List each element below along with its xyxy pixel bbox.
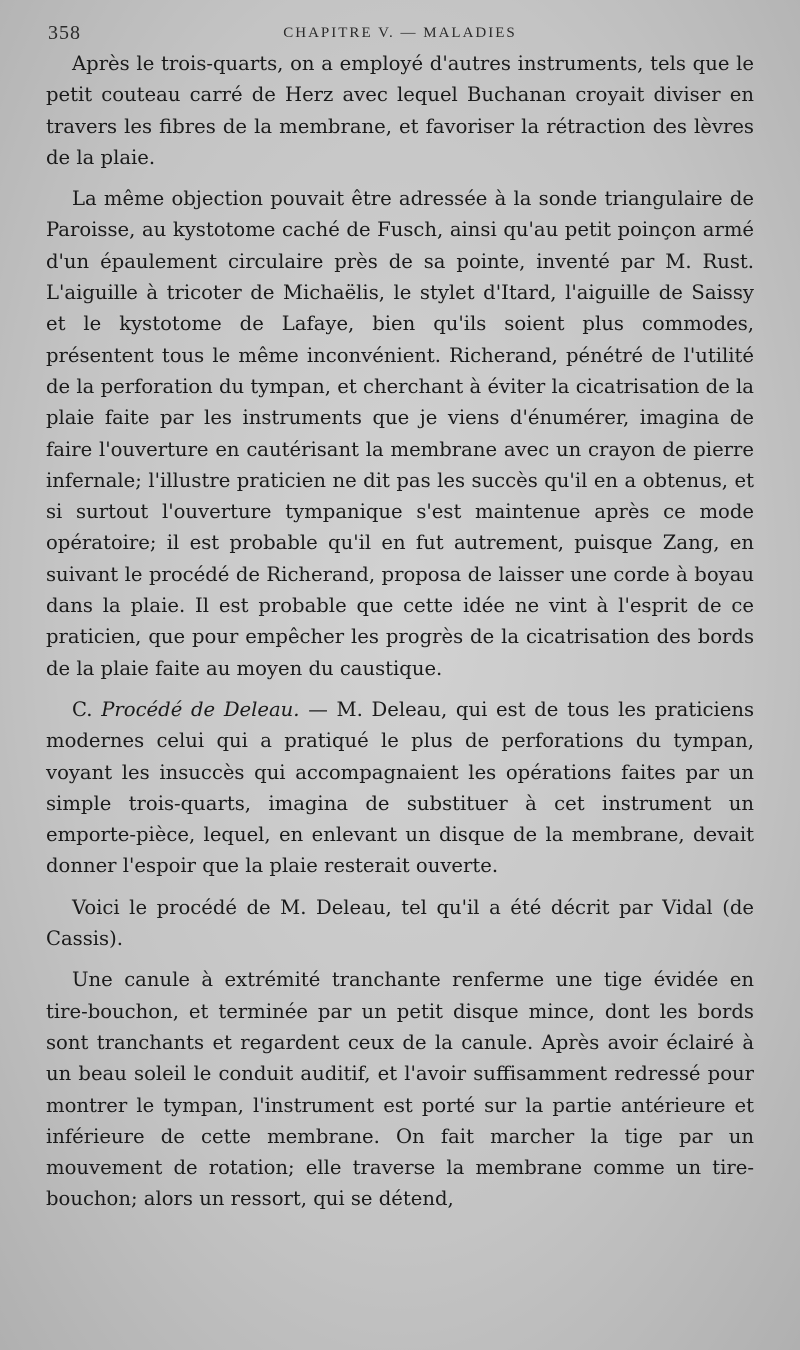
page-number: 358 xyxy=(48,22,81,44)
running-title: CHAPITRE V. — MALADIES xyxy=(283,25,517,41)
paragraph-vidal-description: Voici le procédé de M. Deleau, tel qu'il a été décrit par Vidal (de Cassis). xyxy=(46,895,754,951)
page-body xyxy=(46,48,754,1215)
section-letter: C. xyxy=(72,697,102,721)
paragraph-objection: La même objection pouvait être adressée à la sonde triangulaire de Paroisse, au kystotome caché de Fusch, ainsi qu'au petit poinçon armé d'un épaulement circulaire près de sa pointe, inventé par M. Rust. L'aiguille à tricoter de Michaëlis, le stylet d'Itard, l'aiguille de Saissy et le kystotome de Lafaye, bien qu'ils soient plus commodes, présentent tous le même inconvénient. Richerand, pénétré de l'utilité de la perforation du tympan, et cherchant à éviter la cicatrisation de la plaie faite par les instruments que je viens d'énumérer, imagina de faire l'ouverture en cautérisant la membrane avec un crayon de pierre infernale; l'illustre praticien ne dit pas les succès qu'il en a obtenus, et si surtout l'ouverture tympanique s'est maintenue après ce mode opératoire; il est probable qu'il en fut autrement, puisque Zang, en suivant le procédé de Richerand, proposa de laisser une corde à boyau dans la plaie. Il est probable que cette idée ne vint à l'esprit de ce praticien, que pour empêcher les progrès de la cicatrisation des bords de la plaie faite au moyen du caustique. xyxy=(46,187,754,680)
paragraph-instruments: Après le trois-quarts, on a employé d'autres instruments, tels que le petit couteau carré de Herz avec lequel Buchanan croyait diviser en travers les fibres de la membrane, et favoriser la rétraction des lèvres de la plaie. xyxy=(46,52,754,169)
section-text: — M. Deleau, qui est de tous les praticiens modernes celui qui a pratiqué le plus de perforations du tympan, voyant les insuccès qui accompagnaient les opérations faites par un simple trois-quarts, imagina de substituer à cet instrument un emporte-pièce, lequel, en enlevant un disque de la membrane, devait donner l'espoir que la plaie resterait ouverte. xyxy=(46,697,755,878)
paragraph-deleau-procedure xyxy=(46,694,754,882)
running-header xyxy=(46,18,754,48)
paragraph-canule: Une canule à extrémité tranchante renferme une tige évidée en tire-bouchon, et terminée par un petit disque mince, dont les bords sont tranchants et regardent ceux de la canule. Après avoir éclairé à un beau soleil le conduit auditif, et l'avoir suffisamment redressé pour montrer le tympan, l'instrument est porté sur la partie antérieure et inférieure de cette membrane. On fait marcher la tige par un mouvement de rotation; elle traverse la membrane comme un tire-bouchon; alors un ressort, qui se détend, xyxy=(46,968,754,1211)
section-title: Procédé de Deleau. xyxy=(101,697,300,721)
